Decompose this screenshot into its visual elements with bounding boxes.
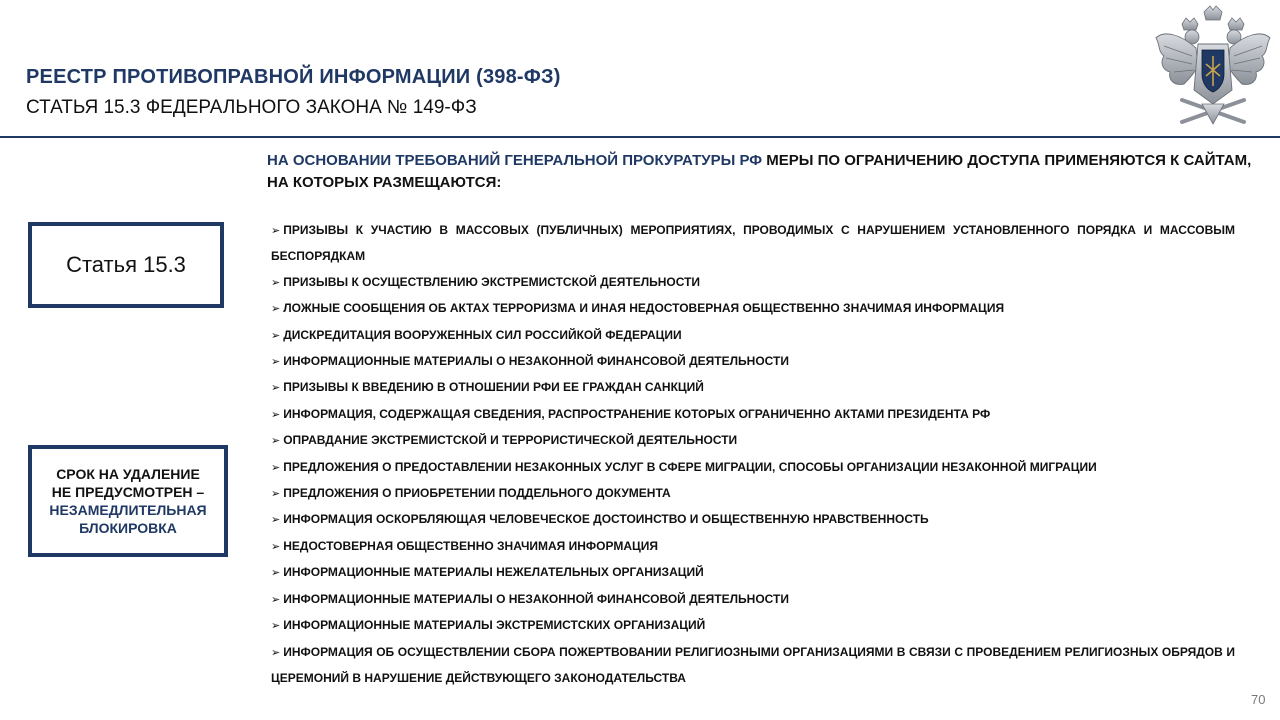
arrow-bullet-icon: ➢ [271,276,281,289]
list-item-text: ПРИЗЫВЫ К ОСУЩЕСТВЛЕНИЮ ЭКСТРЕМИСТСКОЙ ДЕЯТЕЛЬНОСТИ [283,274,701,289]
list-item-text: ИНФОРМАЦИОННЫЕ МАТЕРИАЛЫ ЭКСТРЕМИСТСКИХ ОРГАНИЗАЦИЙ [283,618,706,633]
list-item-text: ПРИЗЫВЫ К ВВЕДЕНИЮ В ОТНОШЕНИИ РФИ ЕЕ ГРАЖДАН САНКЦИЙ [283,380,704,395]
deadline-accent-line-1: НЕЗАМЕДЛИТЕЛЬНАЯ [49,502,207,518]
list-item [271,428,1235,454]
arrow-bullet-icon: ➢ [271,646,281,659]
list-item-text: ИНФОРМАЦИЯ, СОДЕРЖАЩАЯ СВЕДЕНИЯ, РАСПРОСТРАНЕНИЕ КОТОРЫХ ОГРАНИЧЕННО АКТАМИ ПРЕЗИДЕНТА РФ [283,406,991,421]
list-item-text: ПРЕДЛОЖЕНИЯ О ПРЕДОСТАВЛЕНИИ НЕЗАКОННЫХ УСЛУГ В СФЕРЕ МИГРАЦИИ, СПОСОБЫ ОРГАНИЗАЦИИ НЕЗАКОННОЙ МИГРАЦИИ [283,459,1097,474]
list-item-text: ОПРАВДАНИЕ ЭКСТРЕМИСТСКОЙ И ТЕРРОРИСТИЧЕСКОЙ ДЕЯТЕЛЬНОСТИ [283,433,738,448]
list-item-text: ИНФОРМАЦИОННЫЕ МАТЕРИАЛЫ О НЕЗАКОННОЙ ФИНАНСОВОЙ ДЕЯТЕЛЬНОСТИ [283,354,789,369]
list-item [271,560,1235,586]
list-item [271,323,1235,349]
list-item [271,455,1235,481]
list-item [271,218,1235,270]
list-item-text: ИНФОРМАЦИОННЫЕ МАТЕРИАЛЫ НЕЖЕЛАТЕЛЬНЫХ ОРГАНИЗАЦИЙ [283,565,704,580]
list-item [271,270,1235,296]
arrow-bullet-icon: ➢ [271,488,281,501]
list-item-text: ПРЕДЛОЖЕНИЯ О ПРИОБРЕТЕНИИ ПОДДЕЛЬНОГО ДОКУМЕНТА [283,486,671,501]
arrow-bullet-icon: ➢ [271,225,281,237]
list-item [271,613,1235,639]
arrow-bullet-icon: ➢ [271,435,281,448]
list-item [271,349,1235,375]
list-item [271,534,1235,560]
arrow-bullet-icon: ➢ [271,303,281,316]
lead-accent-text: НА ОСНОВАНИИ ТРЕБОВАНИЙ ГЕНЕРАЛЬНОЙ ПРОКУРАТУРЫ РФ [267,152,763,169]
header-divider [0,136,1280,138]
arrow-bullet-icon: ➢ [271,408,281,421]
list-item [271,296,1235,322]
arrow-bullet-icon: ➢ [271,593,281,606]
lead-statement [267,150,1257,194]
deadline-line-2: НЕ ПРЕДУСМОТРЕН – [51,484,205,500]
list-item [271,481,1235,507]
list-item [271,402,1235,428]
arrow-bullet-icon: ➢ [271,356,281,369]
deadline-line-1: СРОК НА УДАЛЕНИЕ [56,466,200,482]
list-item-text: ИНФОРМАЦИЯ ОБ ОСУЩЕСТВЛЕНИИ СБОРА ПОЖЕРТВОВАНИИ РЕЛИГИОЗНЫМИ ОРГАНИЗАЦИЯМИ В СВЯЗИ С ПРОВЕДЕНИЕМ РЕЛИГИОЗНЫХ ОБРЯДОВ И ЦЕРЕМОНИЙ В НАРУШЕНИЕ ДЕЙСТВУЮЩЕГО ЗАКОНОДАТЕЛЬСТВА [271,644,1235,685]
arrow-bullet-icon: ➢ [271,514,281,527]
lead-text: МЕРЫ ПО ОГРАНИЧЕНИЮ ДОСТУПА ПРИМЕНЯЮТСЯ К САЙТАМ, НА КОТОРЫХ РАЗМЕЩАЮТСЯ: [267,152,1252,191]
arrow-bullet-icon: ➢ [271,461,281,474]
arrow-bullet-icon: ➢ [271,382,281,395]
arrow-bullet-icon: ➢ [271,620,281,633]
list-item [271,375,1235,401]
list-item-text: НЕДОСТОВЕРНАЯ ОБЩЕСТВЕННО ЗНАЧИМАЯ ИНФОРМАЦИЯ [283,538,659,553]
slide-subtitle: СТАТЬЯ 15.3 ФЕДЕРАЛЬНОГО ЗАКОНА № 149-ФЗ [26,97,477,118]
arrow-bullet-icon: ➢ [271,567,281,580]
slide-title: РЕЕСТР ПРОТИВОПРАВНОЙ ИНФОРМАЦИИ (398-ФЗ) [26,66,561,88]
page-number: 70 [1251,692,1266,707]
list-item [271,507,1235,533]
article-label-box [28,222,224,308]
list-item-text: ЛОЖНЫЕ СООБЩЕНИЯ ОБ АКТАХ ТЕРРОРИЗМА И ИНАЯ НЕДОСТОВЕРНАЯ ОБЩЕСТВЕННО ЗНАЧИМАЯ ИНФОРМАЦИЯ [283,301,1005,316]
list-item-text: ИНФОРМАЦИОННЫЕ МАТЕРИАЛЫ О НЕЗАКОННОЙ ФИНАНСОВОЙ ДЕЯТЕЛЬНОСТИ [283,591,789,606]
arrow-bullet-icon: ➢ [271,540,281,553]
list-item [271,587,1235,613]
deadline-box [28,445,228,557]
article-label: Статья 15.3 [66,252,186,277]
arrow-bullet-icon: ➢ [271,329,281,342]
double-headed-eagle-emblem-icon [1152,4,1274,130]
list-item-text: ДИСКРЕДИТАЦИЯ ВООРУЖЕННЫХ СИЛ РОССИЙКОЙ ФЕДЕРАЦИИ [283,327,682,342]
restricted-content-list [271,218,1235,691]
list-item-text: ИНФОРМАЦИЯ ОСКОРБЛЯЮЩАЯ ЧЕЛОВЕЧЕСКОЕ ДОСТОИНСТВО И ОБЩЕСТВЕННУЮ НРАВСТВЕННОСТЬ [283,512,929,527]
list-item-text: ПРИЗЫВЫ К УЧАСТИЮ В МАССОВЫХ (ПУБЛИЧНЫХ) МЕРОПРИЯТИЯХ, ПРОВОДИМЫХ С НАРУШЕНИЕМ УСТАНОВЛЕННОГО ПОРЯДКА И МАССОВЫМ БЕСПОРЯДКАМ [271,223,1235,264]
list-item [271,640,1235,692]
deadline-accent-line-2: БЛОКИРОВКА [79,520,177,536]
